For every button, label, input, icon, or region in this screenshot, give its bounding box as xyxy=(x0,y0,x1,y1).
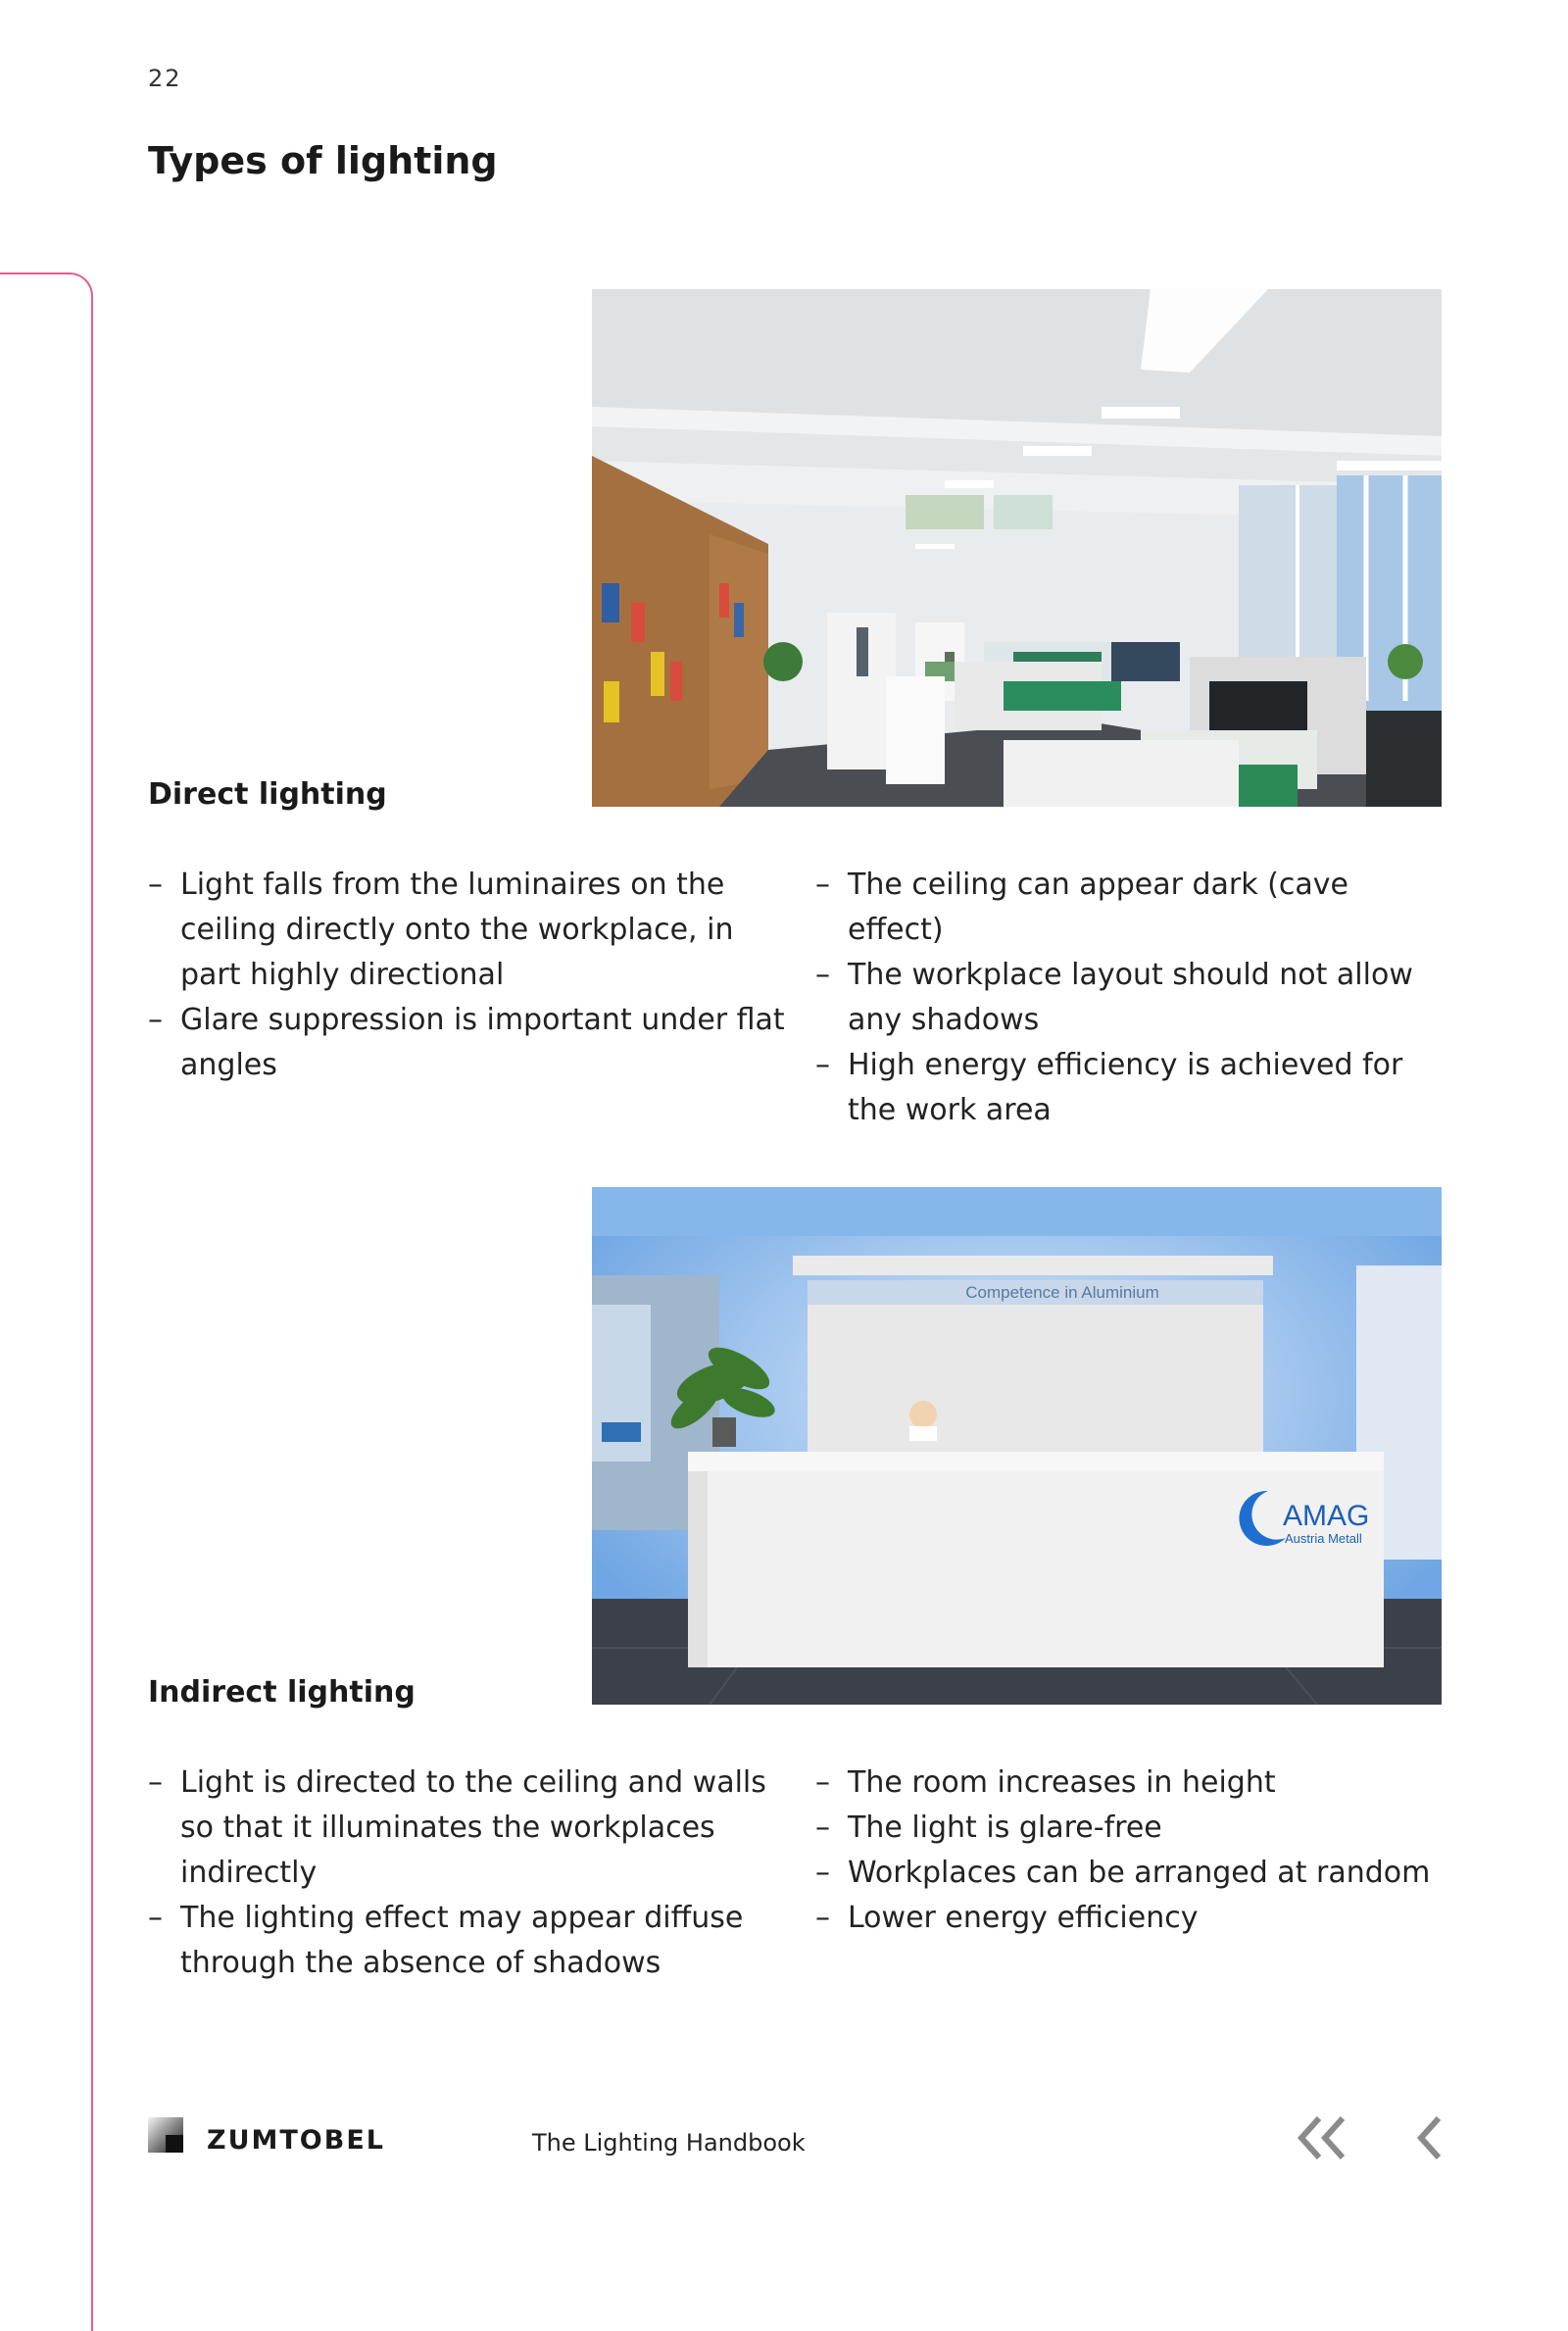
indirect-lighting-photo xyxy=(592,1187,1442,1705)
indirect-lighting-list-left xyxy=(148,1761,785,1986)
list-item: – Glare suppression is important under flat angles xyxy=(148,998,785,1088)
brand-name: ZUMTOBEL xyxy=(207,2125,385,2156)
indirect-lighting-heading: Indirect lighting xyxy=(148,1675,416,1710)
indirect-lighting-list-right xyxy=(815,1761,1452,1941)
margin-accent-line xyxy=(0,273,93,2331)
page-title: Types of lighting xyxy=(148,139,498,182)
direct-lighting-heading: Direct lighting xyxy=(148,777,387,812)
page-number: 22 xyxy=(148,65,182,92)
list-item: – The room increases in height xyxy=(815,1761,1452,1806)
list-item: – The lighting effect may appear diffuse through the absence of shadows xyxy=(148,1896,785,1986)
double-chevron-left-icon xyxy=(1294,2110,1352,2165)
list-item: – Workplaces can be arranged at random xyxy=(815,1851,1452,1896)
list-item: – The light is glare-free xyxy=(815,1806,1452,1851)
list-item: – The ceiling can appear dark (cave effect) xyxy=(815,863,1452,953)
list-item: – Light is directed to the ceiling and walls so that it illuminates the workplaces indirectly xyxy=(148,1761,785,1896)
sign-text: Competence in Aluminium xyxy=(965,1283,1159,1302)
handbook-title: The Lighting Handbook xyxy=(532,2129,806,2157)
direct-lighting-list-left xyxy=(148,863,785,1088)
first-page-button[interactable] xyxy=(1294,2110,1352,2165)
list-item: – Lower energy efficiency xyxy=(815,1896,1452,1941)
chevron-left-icon xyxy=(1403,2110,1462,2165)
list-item: – The workplace layout should not allow any shadows xyxy=(815,953,1452,1043)
logo-sub: Austria Metall xyxy=(1285,1531,1362,1546)
zumtobel-logo-icon xyxy=(148,2117,183,2153)
list-item: – Light falls from the luminaires on the ceiling directly onto the workplace, in part highly directional xyxy=(148,863,785,998)
direct-lighting-list-right xyxy=(815,863,1452,1133)
list-item: – High energy efficiency is achieved for the work area xyxy=(815,1043,1452,1133)
reception-photo-image xyxy=(592,1187,1442,1705)
previous-page-button[interactable] xyxy=(1403,2110,1462,2165)
office-photo-image xyxy=(592,289,1442,807)
logo-name: AMAG xyxy=(1283,1500,1370,1532)
direct-lighting-photo xyxy=(592,289,1442,807)
